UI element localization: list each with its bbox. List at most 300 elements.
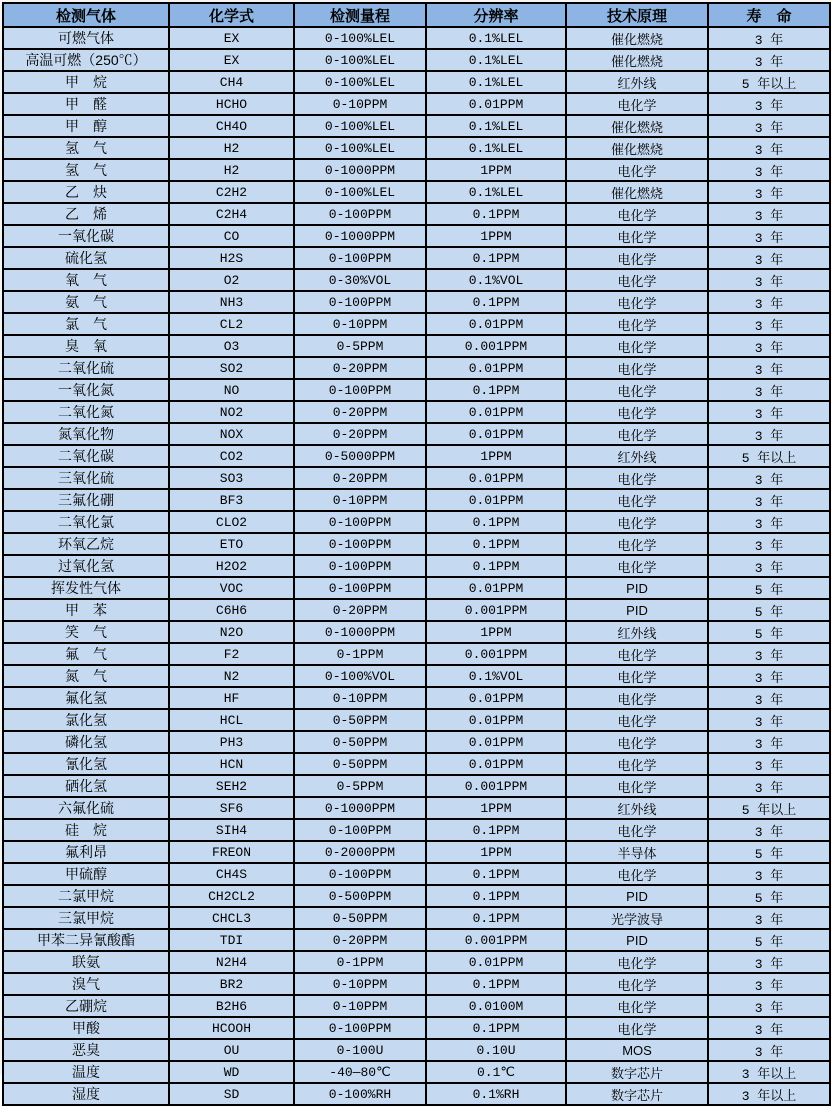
- cell-gas-name: 硫化氢: [3, 247, 169, 269]
- table-row: [3, 445, 830, 467]
- cell-lifespan: 3 年: [708, 665, 830, 687]
- cell-lifespan: 3 年: [708, 973, 830, 995]
- table-row: [3, 973, 830, 995]
- cell-lifespan: 3 年: [708, 753, 830, 775]
- cell-principle: PID: [566, 929, 708, 951]
- cell-range: 0-10PPM: [294, 995, 426, 1017]
- table-row: [3, 1017, 830, 1039]
- cell-formula: EX: [169, 27, 294, 49]
- cell-resolution: 0.01PPM: [426, 731, 566, 753]
- cell-range: 0-20PPM: [294, 423, 426, 445]
- cell-principle: 电化学: [566, 709, 708, 731]
- cell-range: -40—80℃: [294, 1061, 426, 1083]
- cell-resolution: 0.01PPM: [426, 401, 566, 423]
- cell-range: 0-500PPM: [294, 885, 426, 907]
- cell-gas-name: 乙硼烷: [3, 995, 169, 1017]
- cell-principle: 半导体: [566, 841, 708, 863]
- cell-resolution: 0.1PPM: [426, 863, 566, 885]
- cell-lifespan: 5 年以上: [708, 445, 830, 467]
- table-row: [3, 841, 830, 863]
- cell-formula: CHCL3: [169, 907, 294, 929]
- cell-resolution: 0.0100M: [426, 995, 566, 1017]
- cell-formula: NOX: [169, 423, 294, 445]
- cell-range: 0-100%LEL: [294, 115, 426, 137]
- table-body: [3, 27, 830, 1105]
- cell-lifespan: 3 年: [708, 93, 830, 115]
- table-row: [3, 621, 830, 643]
- table-row: [3, 929, 830, 951]
- cell-lifespan: 3 年: [708, 995, 830, 1017]
- table-row: [3, 247, 830, 269]
- cell-lifespan: 3 年: [708, 401, 830, 423]
- cell-gas-name: 氟化氢: [3, 687, 169, 709]
- cell-formula: N2: [169, 665, 294, 687]
- cell-lifespan: 3 年以上: [708, 1061, 830, 1083]
- table-row: [3, 379, 830, 401]
- table-row: [3, 709, 830, 731]
- cell-principle: 催化燃烧: [566, 137, 708, 159]
- cell-principle: 电化学: [566, 401, 708, 423]
- cell-range: 0-10PPM: [294, 687, 426, 709]
- cell-lifespan: 5 年以上: [708, 71, 830, 93]
- table-row: [3, 1061, 830, 1083]
- cell-range: 0-20PPM: [294, 401, 426, 423]
- cell-lifespan: 3 年: [708, 181, 830, 203]
- table-row: [3, 401, 830, 423]
- cell-resolution: 0.1%LEL: [426, 71, 566, 93]
- cell-formula: C2H2: [169, 181, 294, 203]
- cell-gas-name: 三氧化硫: [3, 467, 169, 489]
- cell-formula: F2: [169, 643, 294, 665]
- cell-formula: N2H4: [169, 951, 294, 973]
- cell-range: 0-20PPM: [294, 599, 426, 621]
- cell-lifespan: 3 年: [708, 225, 830, 247]
- cell-gas-name: 氢 气: [3, 159, 169, 181]
- table-row: [3, 159, 830, 181]
- cell-resolution: 1PPM: [426, 159, 566, 181]
- cell-lifespan: 3 年: [708, 247, 830, 269]
- cell-resolution: 0.01PPM: [426, 687, 566, 709]
- cell-gas-name: 氯化氢: [3, 709, 169, 731]
- cell-gas-name: 乙 烯: [3, 203, 169, 225]
- cell-principle: 电化学: [566, 731, 708, 753]
- cell-range: 0-100PPM: [294, 863, 426, 885]
- cell-principle: 电化学: [566, 687, 708, 709]
- cell-formula: OU: [169, 1039, 294, 1061]
- cell-formula: CH4: [169, 71, 294, 93]
- cell-principle: 电化学: [566, 555, 708, 577]
- cell-range: 0-50PPM: [294, 907, 426, 929]
- cell-range: 0-100%VOL: [294, 665, 426, 687]
- table-row: [3, 533, 830, 555]
- cell-resolution: 0.10U: [426, 1039, 566, 1061]
- cell-gas-name: 二氧化碳: [3, 445, 169, 467]
- table-row: [3, 951, 830, 973]
- cell-range: 0-50PPM: [294, 709, 426, 731]
- table-row: [3, 995, 830, 1017]
- cell-range: 0-1PPM: [294, 643, 426, 665]
- table-row: [3, 467, 830, 489]
- cell-principle: 电化学: [566, 863, 708, 885]
- table-row: [3, 753, 830, 775]
- cell-gas-name: 甲硫醇: [3, 863, 169, 885]
- cell-formula: EX: [169, 49, 294, 71]
- table-row: [3, 137, 830, 159]
- cell-formula: O3: [169, 335, 294, 357]
- cell-range: 0-100%LEL: [294, 49, 426, 71]
- header-cell-gas-name: 检测气体: [3, 3, 169, 27]
- cell-range: 0-10PPM: [294, 489, 426, 511]
- cell-gas-name: 过氧化氢: [3, 555, 169, 577]
- cell-lifespan: 3 年: [708, 555, 830, 577]
- cell-lifespan: 3 年: [708, 1017, 830, 1039]
- cell-gas-name: 氯 气: [3, 313, 169, 335]
- cell-resolution: 0.1PPM: [426, 907, 566, 929]
- cell-resolution: 0.001PPM: [426, 643, 566, 665]
- cell-range: 0-100U: [294, 1039, 426, 1061]
- cell-gas-name: 氟利昂: [3, 841, 169, 863]
- cell-resolution: 1PPM: [426, 621, 566, 643]
- cell-formula: H2S: [169, 247, 294, 269]
- table-row: [3, 27, 830, 49]
- cell-lifespan: 3 年以上: [708, 1083, 830, 1105]
- cell-resolution: 1PPM: [426, 445, 566, 467]
- cell-lifespan: 5 年: [708, 841, 830, 863]
- cell-principle: 催化燃烧: [566, 27, 708, 49]
- cell-formula: CL2: [169, 313, 294, 335]
- cell-resolution: 0.1%VOL: [426, 269, 566, 291]
- cell-resolution: 0.1PPM: [426, 203, 566, 225]
- cell-principle: 光学波导: [566, 907, 708, 929]
- cell-range: 0-5000PPM: [294, 445, 426, 467]
- table-row: [3, 489, 830, 511]
- cell-principle: 电化学: [566, 819, 708, 841]
- cell-resolution: 0.1PPM: [426, 973, 566, 995]
- cell-resolution: 0.01PPM: [426, 753, 566, 775]
- cell-range: 0-1000PPM: [294, 797, 426, 819]
- cell-principle: 电化学: [566, 225, 708, 247]
- cell-principle: 红外线: [566, 71, 708, 93]
- cell-lifespan: 3 年: [708, 423, 830, 445]
- cell-gas-name: 湿度: [3, 1083, 169, 1105]
- cell-resolution: 0.001PPM: [426, 775, 566, 797]
- cell-formula: O2: [169, 269, 294, 291]
- table-row: [3, 291, 830, 313]
- cell-gas-name: 高温可燃（250℃）: [3, 49, 169, 71]
- cell-gas-name: 氰化氢: [3, 753, 169, 775]
- cell-range: 0-100PPM: [294, 555, 426, 577]
- cell-gas-name: 甲 苯: [3, 599, 169, 621]
- cell-principle: 电化学: [566, 995, 708, 1017]
- table-row: [3, 907, 830, 929]
- cell-principle: 电化学: [566, 775, 708, 797]
- cell-gas-name: 氟 气: [3, 643, 169, 665]
- cell-gas-name: 三氯甲烷: [3, 907, 169, 929]
- header-cell-resolution: 分辨率: [426, 3, 566, 27]
- cell-resolution: 1PPM: [426, 225, 566, 247]
- cell-formula: HCN: [169, 753, 294, 775]
- cell-range: 0-5PPM: [294, 335, 426, 357]
- cell-lifespan: 3 年: [708, 49, 830, 71]
- cell-lifespan: 5 年: [708, 577, 830, 599]
- table-row: [3, 423, 830, 445]
- cell-lifespan: 3 年: [708, 775, 830, 797]
- table-row: [3, 357, 830, 379]
- cell-formula: VOC: [169, 577, 294, 599]
- cell-principle: 数字芯片: [566, 1061, 708, 1083]
- cell-gas-name: 臭 氧: [3, 335, 169, 357]
- cell-formula: H2: [169, 159, 294, 181]
- cell-lifespan: 5 年: [708, 621, 830, 643]
- cell-formula: NO2: [169, 401, 294, 423]
- cell-lifespan: 3 年: [708, 533, 830, 555]
- cell-range: 0-10PPM: [294, 93, 426, 115]
- cell-resolution: 0.1PPM: [426, 511, 566, 533]
- cell-range: 0-100PPM: [294, 533, 426, 555]
- cell-principle: 电化学: [566, 511, 708, 533]
- cell-resolution: 0.01PPM: [426, 577, 566, 599]
- gas-sensor-spec-table: [2, 2, 831, 1106]
- cell-lifespan: 3 年: [708, 687, 830, 709]
- cell-principle: 电化学: [566, 665, 708, 687]
- cell-formula: H2: [169, 137, 294, 159]
- cell-range: 0-1PPM: [294, 951, 426, 973]
- table-row: [3, 643, 830, 665]
- cell-principle: 电化学: [566, 269, 708, 291]
- cell-lifespan: 3 年: [708, 511, 830, 533]
- table-row: [3, 797, 830, 819]
- cell-resolution: 0.1PPM: [426, 885, 566, 907]
- cell-resolution: 0.1PPM: [426, 247, 566, 269]
- cell-principle: 电化学: [566, 203, 708, 225]
- cell-principle: 电化学: [566, 467, 708, 489]
- cell-gas-name: 硒化氢: [3, 775, 169, 797]
- cell-lifespan: 3 年: [708, 357, 830, 379]
- cell-lifespan: 3 年: [708, 115, 830, 137]
- cell-formula: ETO: [169, 533, 294, 555]
- table-row: [3, 49, 830, 71]
- cell-principle: 电化学: [566, 335, 708, 357]
- cell-range: 0-1000PPM: [294, 225, 426, 247]
- cell-gas-name: 温度: [3, 1061, 169, 1083]
- cell-lifespan: 3 年: [708, 335, 830, 357]
- cell-range: 0-50PPM: [294, 731, 426, 753]
- cell-principle: 催化燃烧: [566, 115, 708, 137]
- table-row: [3, 665, 830, 687]
- cell-principle: PID: [566, 885, 708, 907]
- cell-formula: HCHO: [169, 93, 294, 115]
- cell-lifespan: 5 年: [708, 885, 830, 907]
- cell-principle: 红外线: [566, 797, 708, 819]
- cell-principle: 电化学: [566, 643, 708, 665]
- cell-resolution: 0.1PPM: [426, 555, 566, 577]
- cell-resolution: 0.01PPM: [426, 93, 566, 115]
- cell-gas-name: 氨 气: [3, 291, 169, 313]
- cell-range: 0-30%VOL: [294, 269, 426, 291]
- cell-formula: BF3: [169, 489, 294, 511]
- cell-gas-name: 笑 气: [3, 621, 169, 643]
- table-row: [3, 731, 830, 753]
- cell-lifespan: 3 年: [708, 269, 830, 291]
- cell-gas-name: 氮 气: [3, 665, 169, 687]
- cell-resolution: 0.1%LEL: [426, 27, 566, 49]
- cell-resolution: 0.01PPM: [426, 423, 566, 445]
- cell-resolution: 0.1%LEL: [426, 49, 566, 71]
- cell-formula: SO3: [169, 467, 294, 489]
- cell-principle: 电化学: [566, 951, 708, 973]
- cell-resolution: 0.1%LEL: [426, 115, 566, 137]
- cell-gas-name: 甲 醇: [3, 115, 169, 137]
- cell-principle: 电化学: [566, 291, 708, 313]
- cell-range: 0-100%LEL: [294, 71, 426, 93]
- cell-lifespan: 3 年: [708, 467, 830, 489]
- table-row: [3, 775, 830, 797]
- cell-gas-name: 磷化氢: [3, 731, 169, 753]
- cell-range: 0-1000PPM: [294, 621, 426, 643]
- cell-gas-name: 一氧化氮: [3, 379, 169, 401]
- cell-gas-name: 恶臭: [3, 1039, 169, 1061]
- cell-resolution: 0.1%LEL: [426, 181, 566, 203]
- cell-resolution: 1PPM: [426, 797, 566, 819]
- table-row: [3, 1083, 830, 1105]
- table-row: [3, 225, 830, 247]
- cell-formula: N2O: [169, 621, 294, 643]
- cell-lifespan: 3 年: [708, 291, 830, 313]
- cell-gas-name: 联氨: [3, 951, 169, 973]
- cell-gas-name: 甲 烷: [3, 71, 169, 93]
- cell-formula: SEH2: [169, 775, 294, 797]
- header-cell-principle: 技术原理: [566, 3, 708, 27]
- cell-range: 0-100PPM: [294, 291, 426, 313]
- cell-formula: CH4S: [169, 863, 294, 885]
- table-row: [3, 687, 830, 709]
- cell-resolution: 0.1PPM: [426, 1017, 566, 1039]
- cell-range: 0-20PPM: [294, 929, 426, 951]
- cell-principle: 电化学: [566, 379, 708, 401]
- cell-range: 0-20PPM: [294, 357, 426, 379]
- cell-gas-name: 六氟化硫: [3, 797, 169, 819]
- cell-lifespan: 5 年以上: [708, 797, 830, 819]
- cell-gas-name: 三氟化硼: [3, 489, 169, 511]
- table-row: [3, 819, 830, 841]
- cell-formula: NH3: [169, 291, 294, 313]
- cell-resolution: 0.01PPM: [426, 467, 566, 489]
- cell-lifespan: 5 年: [708, 599, 830, 621]
- cell-principle: 电化学: [566, 1017, 708, 1039]
- cell-formula: CH2CL2: [169, 885, 294, 907]
- table-row: [3, 181, 830, 203]
- cell-principle: 红外线: [566, 445, 708, 467]
- cell-principle: 电化学: [566, 357, 708, 379]
- cell-resolution: 0.001PPM: [426, 929, 566, 951]
- cell-formula: HCL: [169, 709, 294, 731]
- table-row: [3, 93, 830, 115]
- cell-lifespan: 3 年: [708, 379, 830, 401]
- cell-formula: BR2: [169, 973, 294, 995]
- cell-formula: NO: [169, 379, 294, 401]
- cell-gas-name: 二氯甲烷: [3, 885, 169, 907]
- cell-formula: HF: [169, 687, 294, 709]
- cell-formula: SIH4: [169, 819, 294, 841]
- table-row: [3, 863, 830, 885]
- cell-resolution: 0.1PPM: [426, 291, 566, 313]
- cell-lifespan: 3 年: [708, 863, 830, 885]
- cell-resolution: 0.1%LEL: [426, 137, 566, 159]
- cell-principle: 催化燃烧: [566, 181, 708, 203]
- cell-resolution: 0.1PPM: [426, 819, 566, 841]
- cell-range: 0-100%LEL: [294, 27, 426, 49]
- cell-principle: 电化学: [566, 753, 708, 775]
- cell-formula: SD: [169, 1083, 294, 1105]
- table-row: [3, 115, 830, 137]
- cell-range: 0-10PPM: [294, 313, 426, 335]
- cell-resolution: 0.01PPM: [426, 709, 566, 731]
- cell-principle: PID: [566, 599, 708, 621]
- cell-range: 0-100%LEL: [294, 181, 426, 203]
- cell-resolution: 1PPM: [426, 841, 566, 863]
- table-row: [3, 71, 830, 93]
- header-row: [3, 3, 830, 27]
- cell-gas-name: 氢 气: [3, 137, 169, 159]
- cell-gas-name: 二氧化氯: [3, 511, 169, 533]
- cell-range: 0-20PPM: [294, 467, 426, 489]
- table-row: [3, 555, 830, 577]
- cell-range: 0-100PPM: [294, 819, 426, 841]
- cell-resolution: 0.1℃: [426, 1061, 566, 1083]
- cell-range: 0-1000PPM: [294, 159, 426, 181]
- cell-gas-name: 挥发性气体: [3, 577, 169, 599]
- cell-gas-name: 氧 气: [3, 269, 169, 291]
- cell-range: 0-10PPM: [294, 973, 426, 995]
- cell-lifespan: 3 年: [708, 643, 830, 665]
- cell-formula: PH3: [169, 731, 294, 753]
- cell-gas-name: 环氧乙烷: [3, 533, 169, 555]
- cell-formula: HCOOH: [169, 1017, 294, 1039]
- cell-gas-name: 甲 醛: [3, 93, 169, 115]
- header-cell-range: 检测量程: [294, 3, 426, 27]
- cell-formula: SO2: [169, 357, 294, 379]
- table-row: [3, 269, 830, 291]
- cell-formula: TDI: [169, 929, 294, 951]
- cell-range: 0-50PPM: [294, 753, 426, 775]
- cell-formula: CLO2: [169, 511, 294, 533]
- cell-resolution: 0.1PPM: [426, 533, 566, 555]
- table-row: [3, 511, 830, 533]
- cell-gas-name: 二氧化硫: [3, 357, 169, 379]
- cell-principle: 电化学: [566, 973, 708, 995]
- cell-range: 0-100PPM: [294, 203, 426, 225]
- cell-range: 0-100%RH: [294, 1083, 426, 1105]
- cell-resolution: 0.001PPM: [426, 599, 566, 621]
- cell-formula: WD: [169, 1061, 294, 1083]
- cell-range: 0-100PPM: [294, 511, 426, 533]
- cell-range: 0-100PPM: [294, 379, 426, 401]
- cell-principle: 红外线: [566, 621, 708, 643]
- cell-range: 0-100PPM: [294, 577, 426, 599]
- cell-gas-name: 氮氧化物: [3, 423, 169, 445]
- cell-formula: H2O2: [169, 555, 294, 577]
- table-row: [3, 577, 830, 599]
- cell-lifespan: 3 年: [708, 159, 830, 181]
- cell-lifespan: 3 年: [708, 709, 830, 731]
- cell-resolution: 0.01PPM: [426, 357, 566, 379]
- cell-lifespan: 3 年: [708, 819, 830, 841]
- cell-lifespan: 3 年: [708, 907, 830, 929]
- cell-lifespan: 3 年: [708, 313, 830, 335]
- cell-formula: C6H6: [169, 599, 294, 621]
- cell-formula: CO2: [169, 445, 294, 467]
- cell-formula: CH4O: [169, 115, 294, 137]
